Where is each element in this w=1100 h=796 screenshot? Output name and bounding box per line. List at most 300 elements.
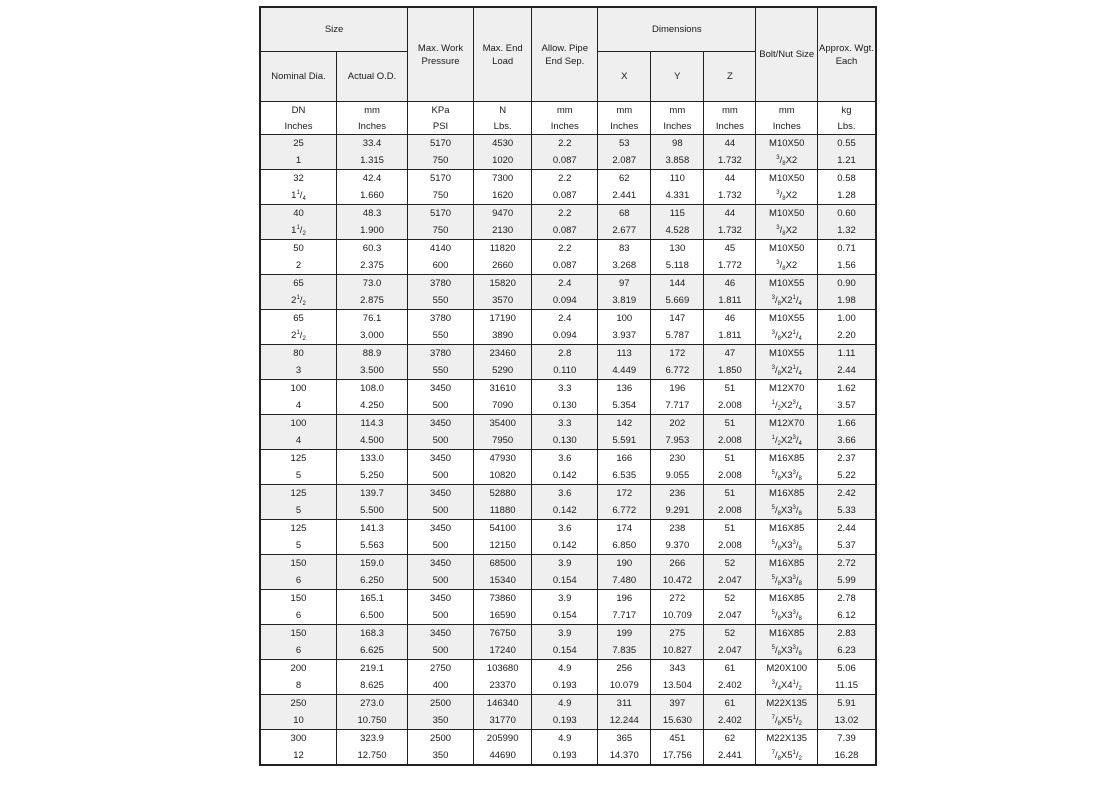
max-work-pressure-cell: 750 xyxy=(408,222,474,240)
nominal-dia-cell: $1^1/_2$ xyxy=(260,222,336,240)
bolt-nut-size-cell: $^5/_8X3^3/_8$ xyxy=(756,572,818,590)
table-row-imperial xyxy=(260,747,876,765)
dimension-y-cell: 15.630 xyxy=(651,712,704,730)
dimension-z-cell: 51 xyxy=(704,520,756,538)
dimension-x-cell: 7.480 xyxy=(598,572,651,590)
nominal-dia-cell: 5 xyxy=(260,537,336,555)
nominal-dia-cell: 80 xyxy=(260,345,336,363)
max-work-pressure-cell: 500 xyxy=(408,572,474,590)
dimension-x-cell: 113 xyxy=(598,345,651,363)
nominal-dia-cell: 65 xyxy=(260,310,336,328)
allow-pipe-end-sep-header: Allow. Pipe End Sep. xyxy=(532,7,598,102)
dimension-z-cell: 61 xyxy=(704,695,756,713)
table-row-imperial xyxy=(260,257,876,275)
actual-od-cell: 139.7 xyxy=(336,485,407,503)
nominal-dia-cell: $2^1/_2$ xyxy=(260,327,336,345)
spec-table-body xyxy=(260,135,876,766)
max-work-pressure-cell: 500 xyxy=(408,432,474,450)
nominal-dia-cell: 125 xyxy=(260,450,336,468)
max-work-pressure-cell: 600 xyxy=(408,257,474,275)
dimension-y-cell: 5.669 xyxy=(651,292,704,310)
bolt-nut-size-cell: M22X135 xyxy=(756,695,818,713)
max-work-pressure-cell: 3780 xyxy=(408,275,474,293)
dimension-y-unit-metric: mm xyxy=(651,102,704,119)
allow-pipe-end-sep-cell: 0.087 xyxy=(532,152,598,170)
bolt-nut-size-cell: M10X55 xyxy=(756,310,818,328)
dimension-z-cell: 52 xyxy=(704,590,756,608)
dimension-z-cell: 52 xyxy=(704,625,756,643)
dimension-z-cell: 51 xyxy=(704,415,756,433)
table-row-imperial xyxy=(260,642,876,660)
actual-od-cell: 33.4 xyxy=(336,135,407,153)
dimension-z-cell: 44 xyxy=(704,205,756,223)
allow-pipe-end-sep-cell: 0.087 xyxy=(532,222,598,240)
dimension-x-cell: 12.244 xyxy=(598,712,651,730)
table-row-imperial xyxy=(260,222,876,240)
actual-od-cell: 6.625 xyxy=(336,642,407,660)
dimension-z-cell: 1.732 xyxy=(704,222,756,240)
dimension-x-cell: 2.087 xyxy=(598,152,651,170)
nominal-dia-cell: 8 xyxy=(260,677,336,695)
table-row-metric xyxy=(260,730,876,748)
actual-od-unit-imperial: Inches xyxy=(336,118,407,135)
allow-pipe-end-sep-cell: 0.094 xyxy=(532,292,598,310)
dimension-y-cell: 7.717 xyxy=(651,397,704,415)
dimension-y-header: Y xyxy=(651,52,704,102)
dimension-z-cell: 1.811 xyxy=(704,292,756,310)
dimension-x-cell: 62 xyxy=(598,170,651,188)
approx-weight-unit-imperial: Lbs. xyxy=(818,118,876,135)
dimension-x-cell: 196 xyxy=(598,590,651,608)
actual-od-cell: 6.250 xyxy=(336,572,407,590)
dimension-y-cell: 4.528 xyxy=(651,222,704,240)
table-row-metric xyxy=(260,240,876,258)
dimension-y-cell: 4.331 xyxy=(651,187,704,205)
max-work-pressure-cell: 550 xyxy=(408,292,474,310)
bolt-nut-size-cell: $^3/_8X2$ xyxy=(756,187,818,205)
dimension-y-cell: 196 xyxy=(651,380,704,398)
dimension-y-cell: 10.472 xyxy=(651,572,704,590)
approx-weight-cell: 5.37 xyxy=(818,537,876,555)
dimension-x-cell: 6.535 xyxy=(598,467,651,485)
dimension-z-cell: 2.402 xyxy=(704,712,756,730)
dimension-x-cell: 10.079 xyxy=(598,677,651,695)
dimension-x-cell: 3.937 xyxy=(598,327,651,345)
nominal-dia-cell: 150 xyxy=(260,555,336,573)
max-work-pressure-cell: 500 xyxy=(408,537,474,555)
dimension-z-header: Z xyxy=(704,52,756,102)
table-row-metric xyxy=(260,660,876,678)
actual-od-cell: 3.000 xyxy=(336,327,407,345)
bolt-nut-size-cell: $^3/_8X2$ xyxy=(756,222,818,240)
dimension-y-cell: 397 xyxy=(651,695,704,713)
bolt-nut-size-cell: $^3/_4X4^1/_2$ xyxy=(756,677,818,695)
approx-weight-cell: 13.02 xyxy=(818,712,876,730)
max-end-load-cell: 7950 xyxy=(473,432,531,450)
max-work-pressure-cell: 350 xyxy=(408,712,474,730)
approx-weight-cell: 1.21 xyxy=(818,152,876,170)
approx-weight-cell: 0.58 xyxy=(818,170,876,188)
bolt-nut-size-cell: M16X85 xyxy=(756,450,818,468)
size-header: Size xyxy=(260,7,408,52)
max-end-load-header: Max. End Load xyxy=(473,7,531,102)
dimension-z-cell: 45 xyxy=(704,240,756,258)
max-work-pressure-cell: 2750 xyxy=(408,660,474,678)
approx-weight-cell: 2.83 xyxy=(818,625,876,643)
bolt-nut-size-cell: M10X55 xyxy=(756,345,818,363)
allow-pipe-end-sep-cell: 3.9 xyxy=(532,625,598,643)
dimension-x-cell: 7.717 xyxy=(598,607,651,625)
bolt-nut-size-cell: $^3/_8X2$ xyxy=(756,257,818,275)
approx-weight-cell: 0.90 xyxy=(818,275,876,293)
nominal-dia-cell: 250 xyxy=(260,695,336,713)
table-row-metric xyxy=(260,625,876,643)
approx-weight-cell: 6.23 xyxy=(818,642,876,660)
nominal-dia-cell: 3 xyxy=(260,362,336,380)
max-work-pressure-cell: 3450 xyxy=(408,415,474,433)
bolt-nut-size-cell: $^1/_2X2^3/_4$ xyxy=(756,432,818,450)
table-row-metric xyxy=(260,415,876,433)
nominal-dia-unit-metric: DN xyxy=(260,102,336,119)
table-row-metric xyxy=(260,380,876,398)
table-row-metric xyxy=(260,275,876,293)
dimension-z-cell: 1.811 xyxy=(704,327,756,345)
max-end-load-cell: 73860 xyxy=(473,590,531,608)
bolt-nut-size-cell: M10X55 xyxy=(756,275,818,293)
dimension-x-cell: 3.819 xyxy=(598,292,651,310)
allow-pipe-end-sep-cell: 0.154 xyxy=(532,607,598,625)
max-end-load-cell: 11880 xyxy=(473,502,531,520)
dimension-y-cell: 144 xyxy=(651,275,704,293)
actual-od-cell: 1.315 xyxy=(336,152,407,170)
allow-pipe-end-sep-cell: 2.2 xyxy=(532,240,598,258)
table-row-imperial xyxy=(260,152,876,170)
max-work-pressure-cell: 500 xyxy=(408,397,474,415)
nominal-dia-cell: 100 xyxy=(260,415,336,433)
dimension-z-cell: 2.008 xyxy=(704,397,756,415)
allow-pipe-end-sep-cell: 2.4 xyxy=(532,310,598,328)
max-end-load-cell: 2130 xyxy=(473,222,531,240)
max-end-load-cell: 12150 xyxy=(473,537,531,555)
dimension-x-cell: 172 xyxy=(598,485,651,503)
nominal-dia-cell: 5 xyxy=(260,467,336,485)
actual-od-cell: 88.9 xyxy=(336,345,407,363)
dimension-y-cell: 236 xyxy=(651,485,704,503)
max-end-load-cell: 7090 xyxy=(473,397,531,415)
approx-weight-cell: 5.33 xyxy=(818,502,876,520)
dimension-z-cell: 46 xyxy=(704,310,756,328)
dimension-x-cell: 6.850 xyxy=(598,537,651,555)
approx-weight-unit-metric: kg xyxy=(818,102,876,119)
nominal-dia-header: Nominal Dia. xyxy=(260,52,336,102)
max-work-pressure-cell: 2500 xyxy=(408,695,474,713)
max-work-pressure-cell: 3450 xyxy=(408,625,474,643)
approx-weight-cell: 5.22 xyxy=(818,467,876,485)
table-row-metric xyxy=(260,590,876,608)
approx-weight-cell: 0.55 xyxy=(818,135,876,153)
allow-pipe-end-sep-cell: 3.9 xyxy=(532,555,598,573)
max-work-pressure-unit-imperial: PSI xyxy=(408,118,474,135)
dimension-x-cell: 199 xyxy=(598,625,651,643)
dimension-z-cell: 51 xyxy=(704,485,756,503)
table-row-metric xyxy=(260,695,876,713)
units-metric-row xyxy=(260,102,876,119)
bolt-nut-size-cell: $^5/_8X3^3/_8$ xyxy=(756,502,818,520)
allow-pipe-end-sep-cell: 2.8 xyxy=(532,345,598,363)
table-row-imperial xyxy=(260,677,876,695)
bolt-nut-size-unit-metric: mm xyxy=(756,102,818,119)
dimension-x-cell: 5.591 xyxy=(598,432,651,450)
dimension-x-cell: 100 xyxy=(598,310,651,328)
approx-weight-cell: 1.32 xyxy=(818,222,876,240)
dimension-y-cell: 5.118 xyxy=(651,257,704,275)
allow-pipe-end-sep-cell: 0.193 xyxy=(532,712,598,730)
bolt-nut-size-cell: $^5/_8X3^3/_8$ xyxy=(756,642,818,660)
max-end-load-cell: 17190 xyxy=(473,310,531,328)
dimension-z-cell: 2.402 xyxy=(704,677,756,695)
max-work-pressure-cell: 550 xyxy=(408,362,474,380)
actual-od-cell: 4.500 xyxy=(336,432,407,450)
dimension-y-cell: 13.504 xyxy=(651,677,704,695)
dimension-x-cell: 6.772 xyxy=(598,502,651,520)
dimension-z-cell: 2.008 xyxy=(704,502,756,520)
dimension-y-cell: 10.827 xyxy=(651,642,704,660)
allow-pipe-end-sep-cell: 0.110 xyxy=(532,362,598,380)
actual-od-cell: 73.0 xyxy=(336,275,407,293)
approx-weight-cell: 2.44 xyxy=(818,362,876,380)
actual-od-cell: 10.750 xyxy=(336,712,407,730)
dimension-z-cell: 2.047 xyxy=(704,572,756,590)
dimension-x-cell: 256 xyxy=(598,660,651,678)
actual-od-cell: 60.3 xyxy=(336,240,407,258)
max-work-pressure-cell: 750 xyxy=(408,152,474,170)
dimension-y-cell: 9.055 xyxy=(651,467,704,485)
max-work-pressure-cell: 500 xyxy=(408,467,474,485)
bolt-nut-size-cell: $^1/_2X2^3/_4$ xyxy=(756,397,818,415)
approx-weight-cell: 1.28 xyxy=(818,187,876,205)
nominal-dia-cell: $2^1/_2$ xyxy=(260,292,336,310)
allow-pipe-end-sep-cell: 0.130 xyxy=(532,397,598,415)
nominal-dia-cell: 25 xyxy=(260,135,336,153)
bolt-nut-size-cell: M12X70 xyxy=(756,415,818,433)
allow-pipe-end-sep-cell: 3.6 xyxy=(532,485,598,503)
dimension-y-cell: 230 xyxy=(651,450,704,468)
dimension-x-unit-metric: mm xyxy=(598,102,651,119)
actual-od-cell: 1.900 xyxy=(336,222,407,240)
bolt-nut-size-cell: M10X50 xyxy=(756,135,818,153)
max-end-load-cell: 52880 xyxy=(473,485,531,503)
bolt-nut-size-header: Bolt/Nut Size xyxy=(756,7,818,102)
max-end-load-cell: 2660 xyxy=(473,257,531,275)
nominal-dia-cell: 12 xyxy=(260,747,336,765)
allow-pipe-end-sep-unit-imperial: Inches xyxy=(532,118,598,135)
dimension-z-cell: 2.008 xyxy=(704,432,756,450)
actual-od-cell: 114.3 xyxy=(336,415,407,433)
dimension-x-cell: 142 xyxy=(598,415,651,433)
nominal-dia-cell: 5 xyxy=(260,502,336,520)
approx-weight-cell: 1.56 xyxy=(818,257,876,275)
max-end-load-cell: 31610 xyxy=(473,380,531,398)
nominal-dia-cell: 150 xyxy=(260,590,336,608)
approx-weight-cell: 2.44 xyxy=(818,520,876,538)
approx-weight-cell: 0.71 xyxy=(818,240,876,258)
max-end-load-cell: 15820 xyxy=(473,275,531,293)
dimension-z-cell: 44 xyxy=(704,135,756,153)
dimension-y-cell: 272 xyxy=(651,590,704,608)
dimension-z-cell: 1.732 xyxy=(704,187,756,205)
allow-pipe-end-sep-cell: 4.9 xyxy=(532,695,598,713)
table-row-metric xyxy=(260,205,876,223)
max-work-pressure-cell: 3450 xyxy=(408,590,474,608)
max-work-pressure-cell: 3780 xyxy=(408,310,474,328)
max-end-load-cell: 54100 xyxy=(473,520,531,538)
table-row-imperial xyxy=(260,327,876,345)
allow-pipe-end-sep-cell: 3.3 xyxy=(532,380,598,398)
table-row-imperial xyxy=(260,362,876,380)
actual-od-cell: 12.750 xyxy=(336,747,407,765)
allow-pipe-end-sep-cell: 0.130 xyxy=(532,432,598,450)
max-work-pressure-cell: 5170 xyxy=(408,170,474,188)
dimension-y-cell: 9.370 xyxy=(651,537,704,555)
actual-od-cell: 6.500 xyxy=(336,607,407,625)
bolt-nut-size-cell: $^7/_8X5^1/_2$ xyxy=(756,712,818,730)
dimension-x-cell: 97 xyxy=(598,275,651,293)
dimension-x-cell: 2.441 xyxy=(598,187,651,205)
dimension-y-cell: 202 xyxy=(651,415,704,433)
actual-od-cell: 165.1 xyxy=(336,590,407,608)
nominal-dia-cell: 65 xyxy=(260,275,336,293)
max-end-load-cell: 146340 xyxy=(473,695,531,713)
approx-weight-cell: 1.00 xyxy=(818,310,876,328)
bolt-nut-size-cell: $^3/_8X2^1/_4$ xyxy=(756,327,818,345)
bolt-nut-size-cell: $^3/_8X2^1/_4$ xyxy=(756,362,818,380)
nominal-dia-cell: 6 xyxy=(260,572,336,590)
bolt-nut-size-cell: $^5/_8X3^3/_8$ xyxy=(756,467,818,485)
max-work-pressure-cell: 750 xyxy=(408,187,474,205)
table-row-imperial xyxy=(260,292,876,310)
dimension-x-cell: 14.370 xyxy=(598,747,651,765)
max-end-load-cell: 7300 xyxy=(473,170,531,188)
max-end-load-unit-metric: N xyxy=(473,102,531,119)
max-end-load-cell: 16590 xyxy=(473,607,531,625)
table-row-imperial xyxy=(260,467,876,485)
dimension-x-cell: 190 xyxy=(598,555,651,573)
dimension-y-cell: 6.772 xyxy=(651,362,704,380)
max-end-load-cell: 9470 xyxy=(473,205,531,223)
dimension-y-cell: 10.709 xyxy=(651,607,704,625)
actual-od-header: Actual O.D. xyxy=(336,52,407,102)
actual-od-cell: 323.9 xyxy=(336,730,407,748)
actual-od-cell: 273.0 xyxy=(336,695,407,713)
actual-od-cell: 2.875 xyxy=(336,292,407,310)
dimension-z-cell: 46 xyxy=(704,275,756,293)
table-row-imperial xyxy=(260,537,876,555)
dimension-z-cell: 1.850 xyxy=(704,362,756,380)
approx-weight-cell: 1.62 xyxy=(818,380,876,398)
actual-od-cell: 5.500 xyxy=(336,502,407,520)
nominal-dia-cell: 2 xyxy=(260,257,336,275)
max-end-load-unit-imperial: Lbs. xyxy=(473,118,531,135)
nominal-dia-cell: 1 xyxy=(260,152,336,170)
max-work-pressure-cell: 3450 xyxy=(408,485,474,503)
approx-weight-cell: 5.06 xyxy=(818,660,876,678)
dimension-y-unit-imperial: Inches xyxy=(651,118,704,135)
dimension-z-unit-metric: mm xyxy=(704,102,756,119)
actual-od-cell: 42.4 xyxy=(336,170,407,188)
units-imperial-row xyxy=(260,118,876,135)
bolt-nut-size-unit-imperial: Inches xyxy=(756,118,818,135)
table-row-metric xyxy=(260,170,876,188)
max-end-load-cell: 3570 xyxy=(473,292,531,310)
bolt-nut-size-cell: $^7/_8X5^1/_2$ xyxy=(756,747,818,765)
dimension-y-cell: 238 xyxy=(651,520,704,538)
table-row-metric xyxy=(260,485,876,503)
allow-pipe-end-sep-cell: 3.6 xyxy=(532,520,598,538)
allow-pipe-end-sep-unit-metric: mm xyxy=(532,102,598,119)
bolt-nut-size-cell: $^5/_8X3^3/_8$ xyxy=(756,607,818,625)
allow-pipe-end-sep-cell: 0.142 xyxy=(532,537,598,555)
max-end-load-cell: 17240 xyxy=(473,642,531,660)
dimension-y-cell: 130 xyxy=(651,240,704,258)
nominal-dia-cell: 6 xyxy=(260,642,336,660)
dimension-z-cell: 2.008 xyxy=(704,537,756,555)
max-work-pressure-unit-metric: KPa xyxy=(408,102,474,119)
table-row-imperial xyxy=(260,397,876,415)
bolt-nut-size-cell: M10X50 xyxy=(756,240,818,258)
dimension-x-cell: 4.449 xyxy=(598,362,651,380)
approx-weight-cell: 7.39 xyxy=(818,730,876,748)
nominal-dia-cell: 40 xyxy=(260,205,336,223)
table-row-imperial xyxy=(260,502,876,520)
bolt-nut-size-cell: M16X85 xyxy=(756,625,818,643)
bolt-nut-size-cell: M16X85 xyxy=(756,485,818,503)
approx-weight-cell: 2.72 xyxy=(818,555,876,573)
max-work-pressure-cell: 2500 xyxy=(408,730,474,748)
dimension-x-cell: 7.835 xyxy=(598,642,651,660)
dimension-y-cell: 5.787 xyxy=(651,327,704,345)
approx-weight-cell: 0.60 xyxy=(818,205,876,223)
max-work-pressure-cell: 550 xyxy=(408,327,474,345)
actual-od-cell: 5.250 xyxy=(336,467,407,485)
allow-pipe-end-sep-cell: 0.087 xyxy=(532,257,598,275)
bolt-nut-size-cell: $^3/_8X2$ xyxy=(756,152,818,170)
dimension-x-cell: 311 xyxy=(598,695,651,713)
dimension-z-unit-imperial: Inches xyxy=(704,118,756,135)
approx-weight-cell: 5.99 xyxy=(818,572,876,590)
table-row-metric xyxy=(260,310,876,328)
approx-weight-cell: 1.66 xyxy=(818,415,876,433)
dimension-y-cell: 147 xyxy=(651,310,704,328)
nominal-dia-cell: 50 xyxy=(260,240,336,258)
dimension-y-cell: 275 xyxy=(651,625,704,643)
max-work-pressure-cell: 4140 xyxy=(408,240,474,258)
dimension-x-cell: 174 xyxy=(598,520,651,538)
dimension-x-cell: 166 xyxy=(598,450,651,468)
max-end-load-cell: 76750 xyxy=(473,625,531,643)
approx-weight-cell: 2.37 xyxy=(818,450,876,468)
dimension-z-cell: 61 xyxy=(704,660,756,678)
max-work-pressure-cell: 3450 xyxy=(408,450,474,468)
nominal-dia-cell: 10 xyxy=(260,712,336,730)
dimension-z-cell: 52 xyxy=(704,555,756,573)
approx-weight-cell: 2.42 xyxy=(818,485,876,503)
table-row-metric xyxy=(260,135,876,153)
dimension-z-cell: 2.047 xyxy=(704,642,756,660)
allow-pipe-end-sep-cell: 3.9 xyxy=(532,590,598,608)
nominal-dia-cell: 4 xyxy=(260,432,336,450)
max-end-load-cell: 44690 xyxy=(473,747,531,765)
dimension-y-cell: 17.756 xyxy=(651,747,704,765)
